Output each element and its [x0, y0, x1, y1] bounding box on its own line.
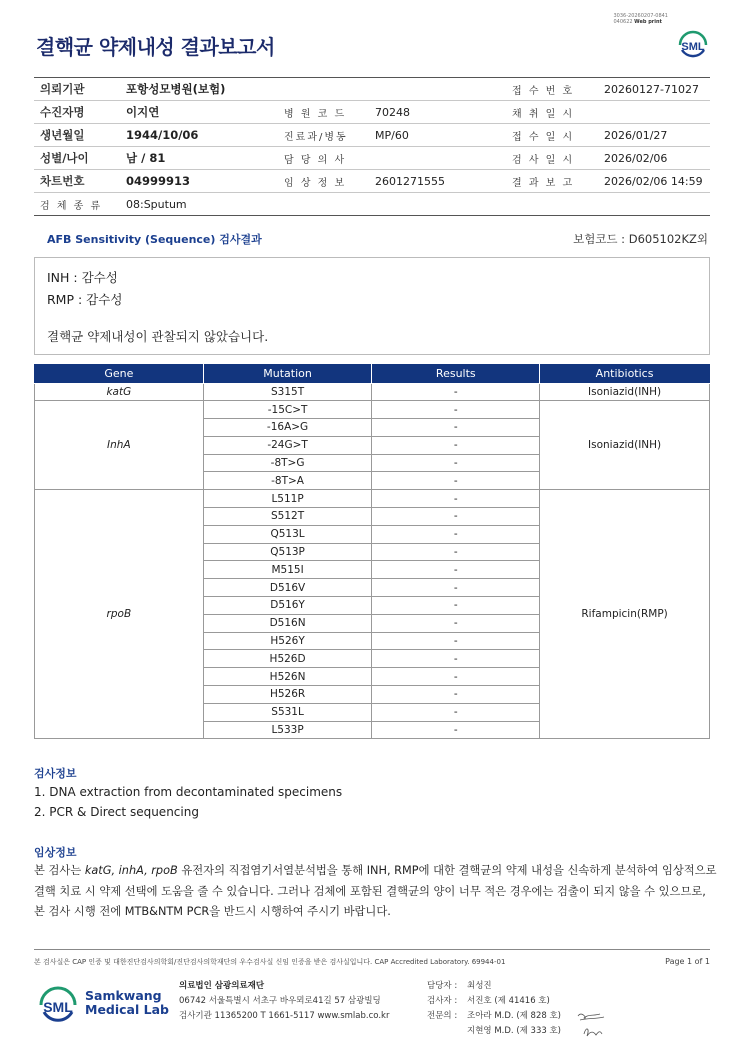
info-value: 20260127-71027 [598, 78, 710, 101]
mutation-cell: S315T [203, 383, 372, 401]
mutation-cell: H526Y [203, 632, 372, 650]
summary-inh: INH : 감수성 [47, 270, 118, 285]
result-cell: - [372, 632, 540, 650]
info-value [598, 101, 710, 124]
result-cell: - [372, 650, 540, 668]
antibiotic-cell: Isoniazid(INH) [540, 383, 710, 401]
mutation-cell: H526R [203, 686, 372, 704]
specimen-label: 검 체 종 류 [34, 193, 120, 216]
info-label: 수진자명 [34, 101, 120, 124]
info-value: 2026/01/27 [598, 124, 710, 147]
summary-rmp: RMP : 감수성 [47, 292, 123, 307]
sml-footer-logo-text: SML [43, 999, 73, 1015]
mutation-cell: S512T [203, 508, 372, 526]
sml-logo-icon [675, 25, 711, 61]
mutation-cell: D516N [203, 614, 372, 632]
result-cell: - [372, 721, 540, 739]
page-number: Page 1 of 1 [665, 957, 710, 966]
result-cell: - [372, 383, 540, 401]
clinical-info-line1: 본 검사는 katG, inhA, rpoB 유전자의 직접염기서열분석법을 통해 INH, RMP에 대한 결핵균의 약제 내성을 신속하게 분석하여 임상적으로 [34, 864, 717, 877]
sml-footer-logo-icon [36, 982, 80, 1026]
result-cell: - [372, 668, 540, 686]
info-value [369, 78, 506, 101]
mutation-cell: -8T>A [203, 472, 372, 490]
gene-cell: katG [35, 383, 204, 401]
info-row [34, 170, 710, 193]
info-label: 진료과/병동 [278, 124, 369, 147]
specimen-value: 08:Sputum [120, 193, 710, 216]
info-value: 2026/02/06 14:59 [598, 170, 710, 193]
print-code [613, 13, 668, 25]
result-cell: - [372, 454, 540, 472]
info-value [369, 147, 506, 170]
info-value: 2601271555 [369, 170, 506, 193]
table-row [35, 490, 710, 508]
info-value: 70248 [369, 101, 506, 124]
antibiotic-cell: Isoniazid(INH) [540, 401, 710, 490]
info-row [34, 147, 710, 170]
mutation-cell: D516V [203, 579, 372, 597]
info-value: 2026/02/06 [598, 147, 710, 170]
gene-cell: InhA [35, 401, 204, 490]
test-info-line1: 1. DNA extraction from decontaminated specimens [34, 785, 343, 799]
result-cell: - [372, 490, 540, 508]
mutation-table [34, 364, 710, 739]
info-label: 차트번호 [34, 170, 120, 193]
gene-cell: rpoB [35, 490, 204, 739]
result-cell: - [372, 472, 540, 490]
result-cell: - [372, 525, 540, 543]
header-results: Results [372, 364, 540, 383]
sml-logo-text: SML [681, 41, 705, 53]
mutation-cell: -8T>G [203, 454, 372, 472]
info-value: 1944/10/06 [120, 124, 278, 147]
mutation-cell: H526D [203, 650, 372, 668]
section-header [34, 226, 710, 248]
org-name: 의료법인 삼광의료재단 [179, 981, 265, 991]
info-value: MP/60 [369, 124, 506, 147]
info-label: 성별/나이 [34, 147, 120, 170]
clinical-info-text [34, 861, 717, 923]
mutation-cell: L533P [203, 721, 372, 739]
header-antibiotics: Antibiotics [540, 364, 710, 383]
signature-icon [574, 1008, 610, 1040]
result-cell: - [372, 508, 540, 526]
info-row [34, 78, 710, 101]
mutation-cell: H526N [203, 668, 372, 686]
info-label: 접 수 일 시 [506, 124, 598, 147]
result-cell: - [372, 579, 540, 597]
info-label: 병 원 코 드 [278, 101, 369, 124]
clinical-info-line3: 본 검사 시행 전에 MTB&NTM PCR을 반드시 시행하여 주시기 바랍니다. [34, 905, 391, 918]
org-contact: 검사기관 11365200 T 1661-5117 www.smlab.co.kr [179, 1011, 390, 1021]
result-cell: - [372, 614, 540, 632]
result-cell: - [372, 597, 540, 615]
info-label: 담 당 의 사 [278, 147, 369, 170]
organization-info [179, 979, 389, 1024]
info-value: 포항성모병원(보험) [120, 78, 278, 101]
result-cell: - [372, 686, 540, 704]
header-gene: Gene [35, 364, 204, 383]
mutation-cell: -16A>G [203, 419, 372, 437]
mutation-cell: S531L [203, 703, 372, 721]
staff-row: 담당자 : 최성진 [427, 981, 492, 991]
mutation-cell: Q513P [203, 543, 372, 561]
result-cell: - [372, 543, 540, 561]
mutation-cell: -24G>T [203, 436, 372, 454]
test-info-heading: 검사정보 [34, 767, 77, 780]
info-label: 의뢰기관 [34, 78, 120, 101]
info-label: 생년월일 [34, 124, 120, 147]
print-code-line2: 040622 Web print [613, 19, 662, 25]
staff-row: 지현영 M.D. (제 333 호) [467, 1026, 562, 1036]
test-name: AFB Sensitivity (Sequence) 검사결과 [47, 233, 262, 246]
clinical-info-line2: 결핵 치료 시 약제 선택에 도움을 줄 수 있습니다. 그러나 검체에 포함된 결핵균의 양이 너무 적은 경우에는 검출이 되지 않을 수 있으므로, [34, 884, 706, 898]
org-address: 06742 서울특별시 서초구 바우뫼로41길 57 삼광빌딩 [179, 996, 381, 1006]
test-info-text [34, 782, 342, 822]
summary-conclusion: 결핵균 약제내성이 관찰되지 않았습니다. [47, 329, 269, 344]
patient-info-table [34, 77, 710, 216]
brand-name: Samkwang Medical Lab [85, 988, 169, 1017]
mutation-cell: -15C>T [203, 401, 372, 419]
info-label: 채 취 일 시 [506, 101, 598, 124]
staff-list [427, 979, 561, 1039]
accreditation-note: 본 검사실은 CAP 인증 및 대한진단검사의학회/진단검사의학재단의 우수검사실 신임 인증을 받은 검사실입니다. CAP Accredited Laboratory. 69944-01 [34, 958, 506, 966]
result-cell: - [372, 401, 540, 419]
info-value: 04999913 [120, 170, 278, 193]
footer-divider [34, 949, 710, 950]
mutation-cell: Q513L [203, 525, 372, 543]
mutation-cell: M515I [203, 561, 372, 579]
result-cell: - [372, 561, 540, 579]
print-code-line1: 3036-20260207-0841 [613, 13, 668, 19]
result-cell: - [372, 436, 540, 454]
result-cell: - [372, 419, 540, 437]
info-label: 검 사 일 시 [506, 147, 598, 170]
info-label: 임 상 정 보 [278, 170, 369, 193]
report-title: 결핵균 약제내성 결과보고서 [36, 35, 275, 59]
info-value: 남 / 81 [120, 147, 278, 170]
mutation-cell: D516Y [203, 597, 372, 615]
staff-row: 전문의 : 조아라 M.D. (제 828 호) [427, 1011, 562, 1021]
info-value: 이지연 [120, 101, 278, 124]
table-row [35, 383, 710, 401]
test-info-line2: 2. PCR & Direct sequencing [34, 805, 199, 819]
antibiotic-cell: Rifampicin(RMP) [540, 490, 710, 739]
info-label: 결 과 보 고 [506, 170, 598, 193]
info-label [278, 78, 369, 101]
header-mutation: Mutation [203, 364, 372, 383]
mutation-cell: L511P [203, 490, 372, 508]
specimen-row [34, 193, 710, 216]
info-label: 접 수 번 호 [506, 78, 598, 101]
clinical-info-heading: 임상정보 [34, 846, 77, 859]
result-cell: - [372, 703, 540, 721]
insurance-code: 보험코드 : D605102KZ외 [573, 232, 708, 246]
result-summary-box [34, 257, 710, 355]
info-row [34, 101, 710, 124]
info-row [34, 124, 710, 147]
staff-row: 검사자 : 서진호 (제 41416 호) [427, 996, 550, 1006]
table-row [35, 401, 710, 419]
